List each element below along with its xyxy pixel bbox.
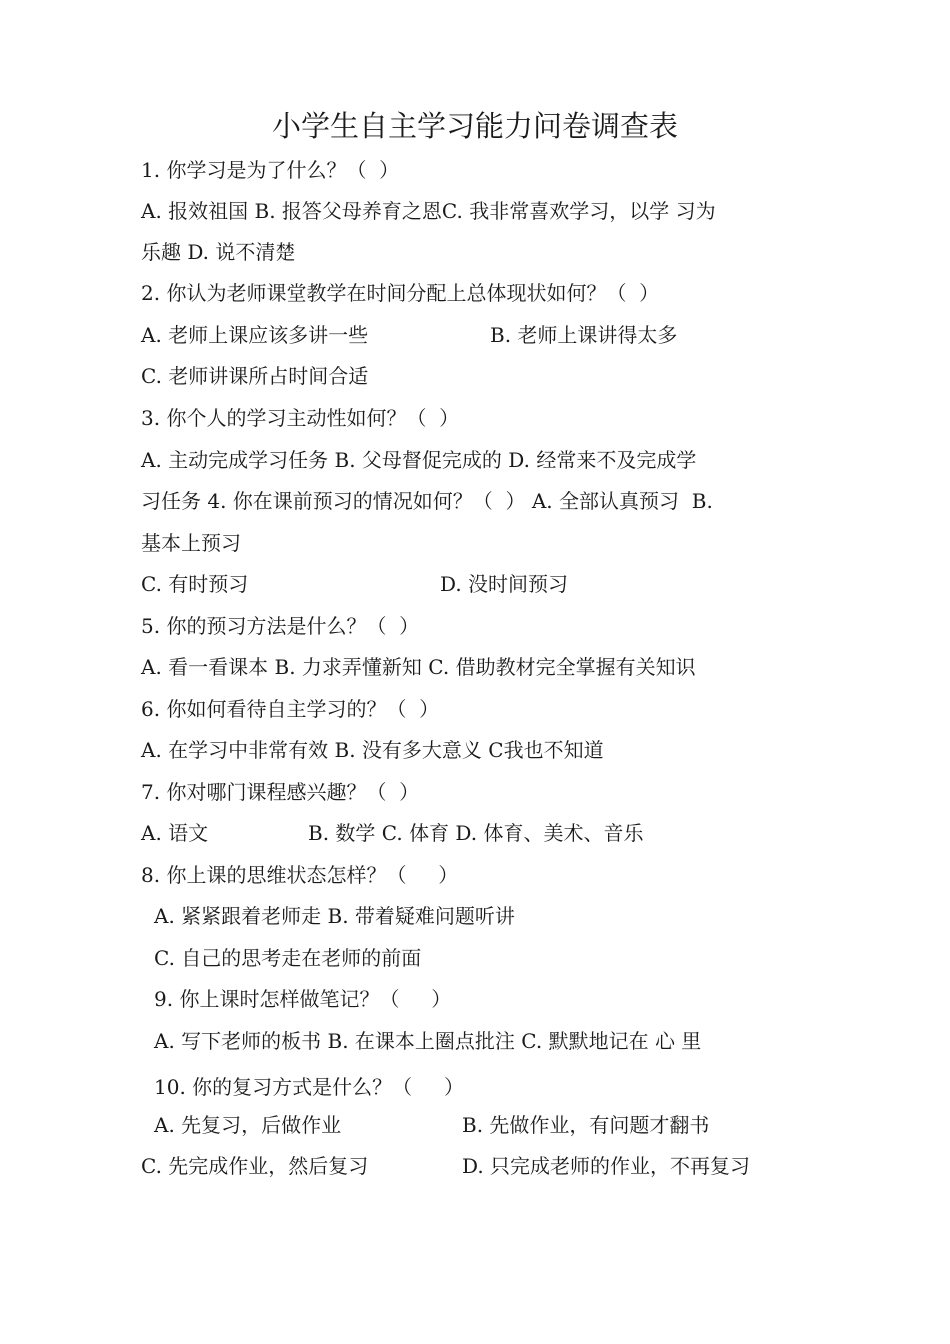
question-8: 8. 你上课的思维状态怎样？（ ） [141,863,459,887]
question-1: 1. 你学习是为了什么？（ ） [141,158,400,182]
question-8-options-ab: A. 紧紧跟着老师走 B. 带着疑难问题听讲 [154,904,515,928]
question-2-option-b: B. 老师上课讲得太多 [490,323,678,347]
question-4-option-d: D. 没时间预习 [440,572,569,596]
question-9-options: A. 写下老师的板书 B. 在课本上圈点批注 C. 默默地记在 心 里 [154,1029,702,1053]
question-8-option-c: C. 自己的思考走在老师的前面 [154,946,422,970]
question-10-option-a: A. 先复习，后做作业 [154,1113,342,1137]
question-6: 6. 你如何看待自主学习的？（ ） [141,697,440,721]
question-10-option-b: B. 先做作业，有问题才翻书 [462,1113,710,1137]
question-6-options: A. 在学习中非常有效 B. 没有多大意义 C我也不知道 [141,738,604,762]
question-2: 2. 你认为老师课堂教学在时间分配上总体现状如何？（ ） [141,281,660,305]
question-10-option-d: D. 只完成老师的作业，不再复习 [462,1154,751,1178]
question-5: 5. 你的预习方法是什么？（ ） [141,614,420,638]
question-9: 9. 你上课时怎样做笔记？（ ） [154,987,452,1011]
question-2-option-c: C. 老师讲课所占时间合适 [141,364,369,388]
question-1-options-line-2: 乐趣 D. 说不清楚 [141,240,296,264]
question-7: 7. 你对哪门课程感兴趣？（ ） [141,780,420,804]
question-7-option-a: A. 语文 [141,821,209,845]
question-7-options-bcd: B. 数学 C. 体育 D. 体育、美术、音乐 [308,821,644,845]
question-3-4-mixed-line: 习任务 4. 你在课前预习的情况如何？（ ） A. 全部认真预习 B. [141,489,713,513]
question-10-option-c: C. 先完成作业，然后复习 [141,1154,369,1178]
question-4-option-c: C. 有时预习 [141,572,249,596]
page-title: 小学生自主学习能力问卷调查表 [271,109,678,143]
question-10: 10. 你的复习方式是什么？（ ） [154,1075,464,1099]
question-2-option-a: A. 老师上课应该多讲一些 [141,323,369,347]
question-5-options: A. 看一看课本 B. 力求弄懂新知 C. 借助教材完全掌握有关知识 [141,655,696,679]
question-4-option-b-tail: 基本上预习 [141,531,241,555]
question-3: 3. 你个人的学习主动性如何？（ ） [141,406,460,430]
question-1-options-line-1: A. 报效祖国 B. 报答父母养育之恩C. 我非常喜欢学习，以学 习为 [141,199,716,223]
question-3-options-line-1: A. 主动完成学习任务 B. 父母督促完成的 D. 经常来不及完成学 [141,448,697,472]
